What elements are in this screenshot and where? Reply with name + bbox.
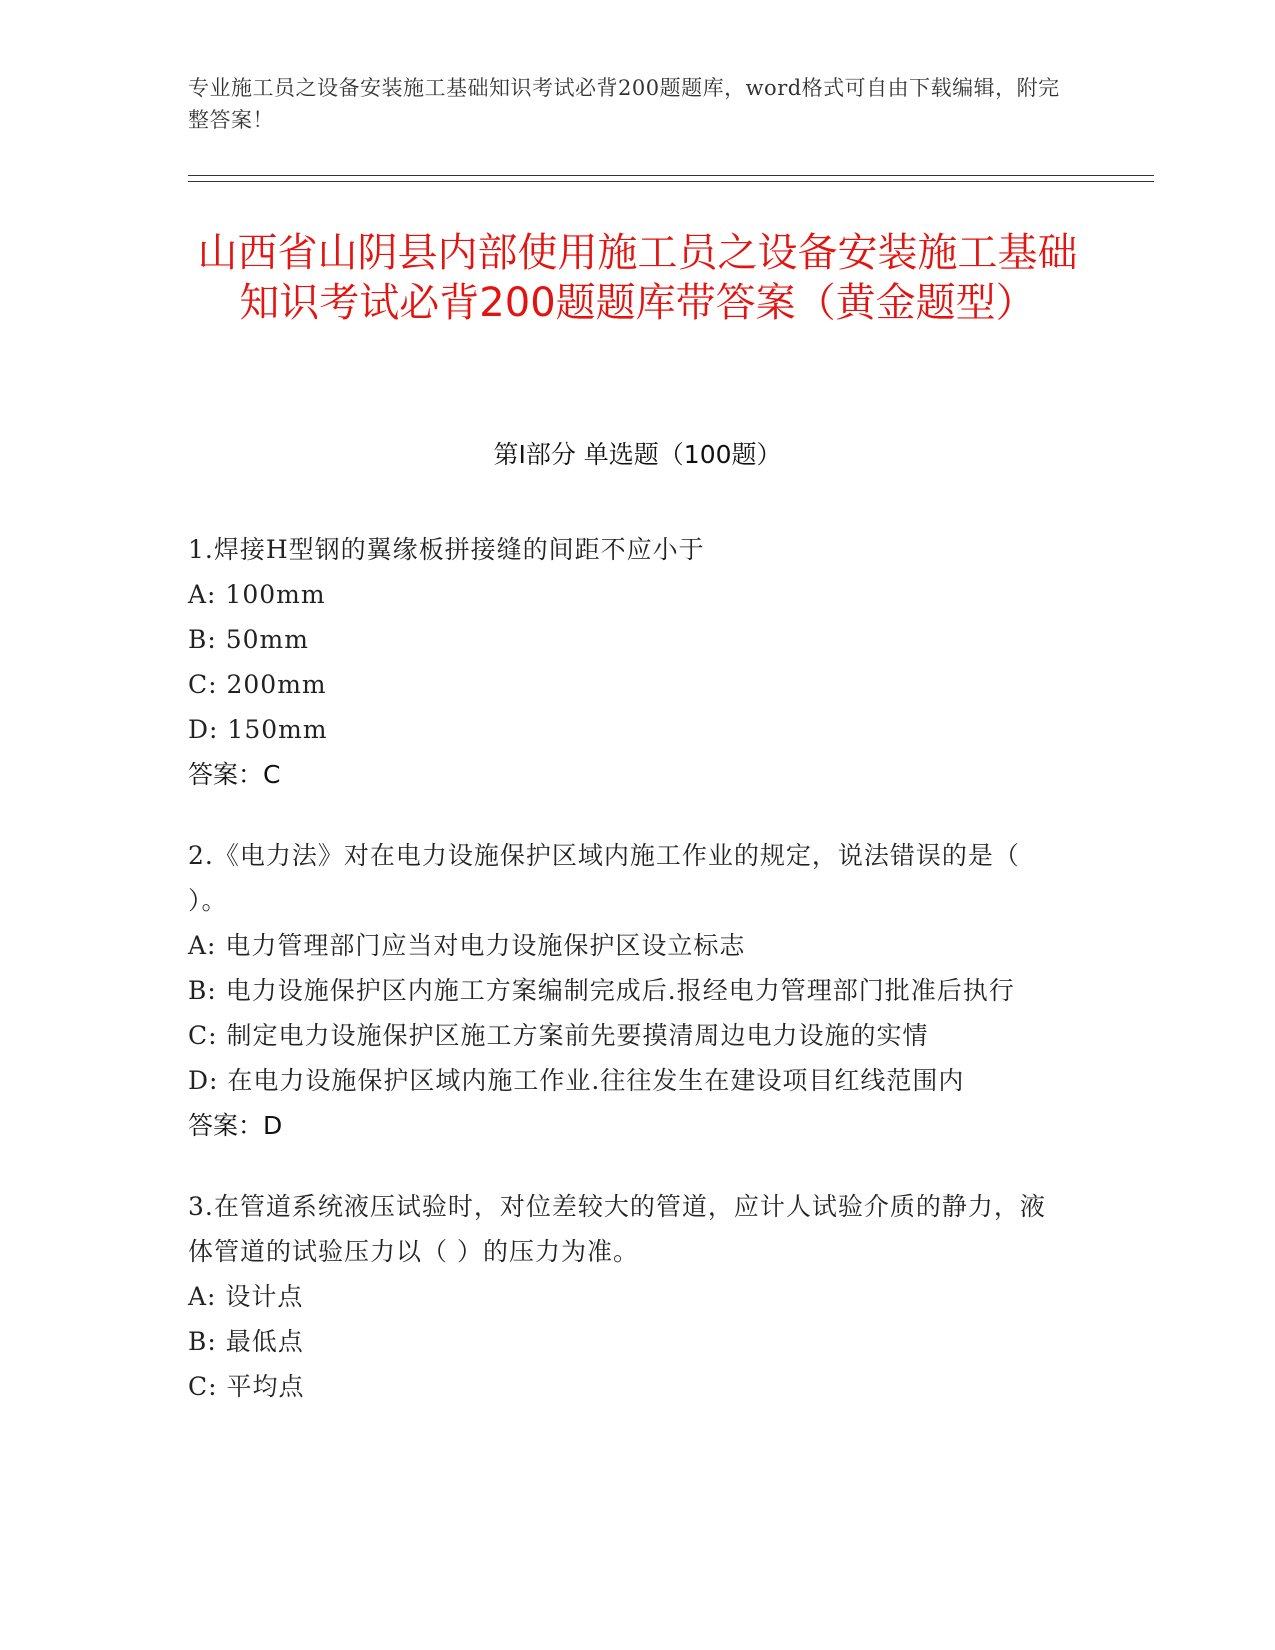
document-title: 山西省山阴县内部使用施工员之设备安装施工基础知识考试必背200题题库带答案（黄金题型） bbox=[197, 230, 1078, 326]
option-d: D: 在电力设施保护区域内施工作业.往往发生在建设项目红线范围内 bbox=[188, 1066, 965, 1095]
answer-line: 答案：C bbox=[188, 760, 281, 789]
section-heading: 第I部分 单选题（100题） bbox=[493, 440, 782, 469]
option-b: B: 电力设施保护区内施工方案编制完成后.报经电力管理部门批准后执行 bbox=[188, 976, 1015, 1005]
question-2 bbox=[188, 833, 1068, 1148]
option-b: B: 最低点 bbox=[188, 1327, 304, 1356]
question-3 bbox=[188, 1184, 1068, 1409]
option-c: C: 200mm bbox=[188, 670, 327, 699]
option-a: A: 100mm bbox=[188, 580, 326, 609]
question-stem: 1.焊接H型钢的翼缘板拼接缝的间距不应小于 bbox=[188, 535, 705, 564]
option-d: D: 150mm bbox=[188, 715, 328, 744]
option-c: C: 制定电力设施保护区施工方案前先要摸清周边电力设施的实情 bbox=[188, 1021, 929, 1050]
question-list bbox=[188, 527, 1068, 1445]
question-1 bbox=[188, 527, 1068, 797]
header-divider-top bbox=[188, 175, 1154, 176]
option-a: A: 电力管理部门应当对电力设施保护区设立标志 bbox=[188, 931, 746, 960]
question-stem: 2.《电力法》对在电力设施保护区域内施工作业的规定，说法错误的是（ ）。 bbox=[188, 841, 1020, 915]
question-stem: 3.在管道系统液压试验时，对位差较大的管道，应计人试验介质的静力，液体管道的试验压力以（ ）的压力为准。 bbox=[188, 1192, 1046, 1266]
option-b: B: 50mm bbox=[188, 625, 309, 654]
header-note: 专业施工员之设备安装施工基础知识考试必背200题题库，word格式可自由下载编辑，附完整答案！ bbox=[188, 76, 1060, 132]
option-c: C: 平均点 bbox=[188, 1372, 305, 1401]
option-a: A: 设计点 bbox=[188, 1282, 304, 1311]
header-divider-bottom bbox=[188, 181, 1154, 182]
answer-line: 答案：D bbox=[188, 1111, 283, 1140]
